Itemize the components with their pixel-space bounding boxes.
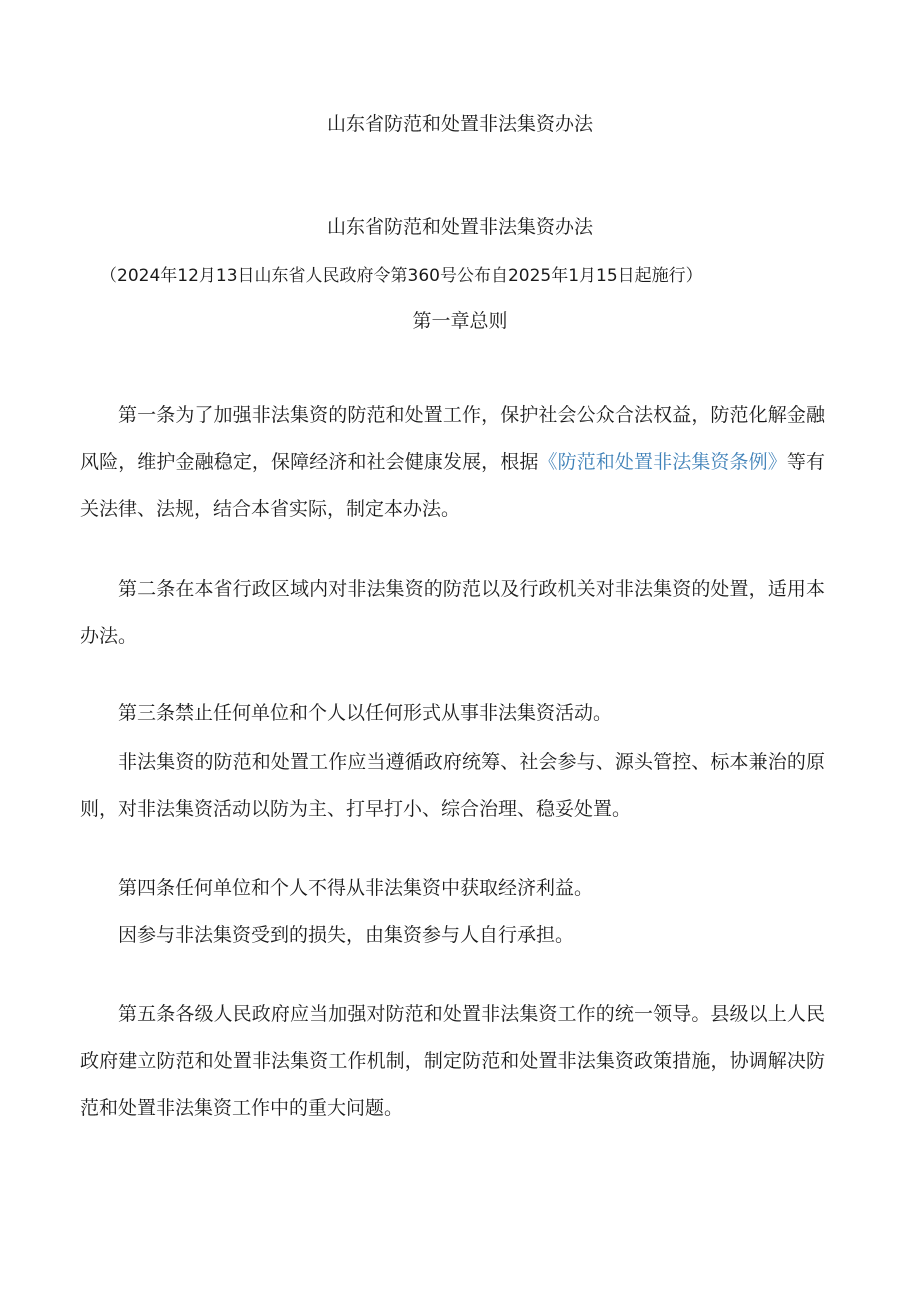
article-1 <box>80 392 825 533</box>
article-3-paragraph-2: 非法集资的防范和处置工作应当遵循政府统筹、社会参与、源头管控、标本兼治的原则，对非法集资活动以防为主、打早打小、综合治理、稳妥处置。 <box>80 751 825 820</box>
page-title: 山东省防范和处置非法集资办法 <box>326 216 593 238</box>
article-2: 第二条在本省行政区域内对非法集资的防范以及行政机关对非法集资的处置，适用本办法。 <box>80 578 825 647</box>
article-1-text-before-link: 第一条为了加强非法集资的防范和处置工作，保护社会公众合法权益，防范化解金融风险，维护金融稳定，保障经济和社会健康发展，根据 <box>80 404 825 473</box>
chapter-heading: 第一章总则 <box>412 310 508 332</box>
article-4-paragraph-2: 因参与非法集资受到的损失，由集资参与人自行承担。 <box>118 924 575 946</box>
article-4: 第四条任何单位和个人不得从非法集资中获取经济利益。 <box>118 877 594 899</box>
promulgation-note: （2024年12月13日山东省人民政府令第360号公布自2025年1月15日起施行） <box>100 266 703 286</box>
regulation-link[interactable]: 《防范和处置非法集资条例》 <box>538 451 787 473</box>
article-1-text-after-link: 等有关法律、法规，结合本省实际，制定本办法。 <box>80 451 825 520</box>
document-header-title: 山东省防范和处置非法集资办法 <box>326 113 593 135</box>
article-3: 第三条禁止任何单位和个人以任何形式从事非法集资活动。 <box>118 702 613 724</box>
article-5: 第五条各级人民政府应当加强对防范和处置非法集资工作的统一领导。县级以上人民政府建立防范和处置非法集资工作机制，制定防范和处置非法集资政策措施，协调解决防范和处置非法集资工作中的重大问题。 <box>80 1003 825 1119</box>
